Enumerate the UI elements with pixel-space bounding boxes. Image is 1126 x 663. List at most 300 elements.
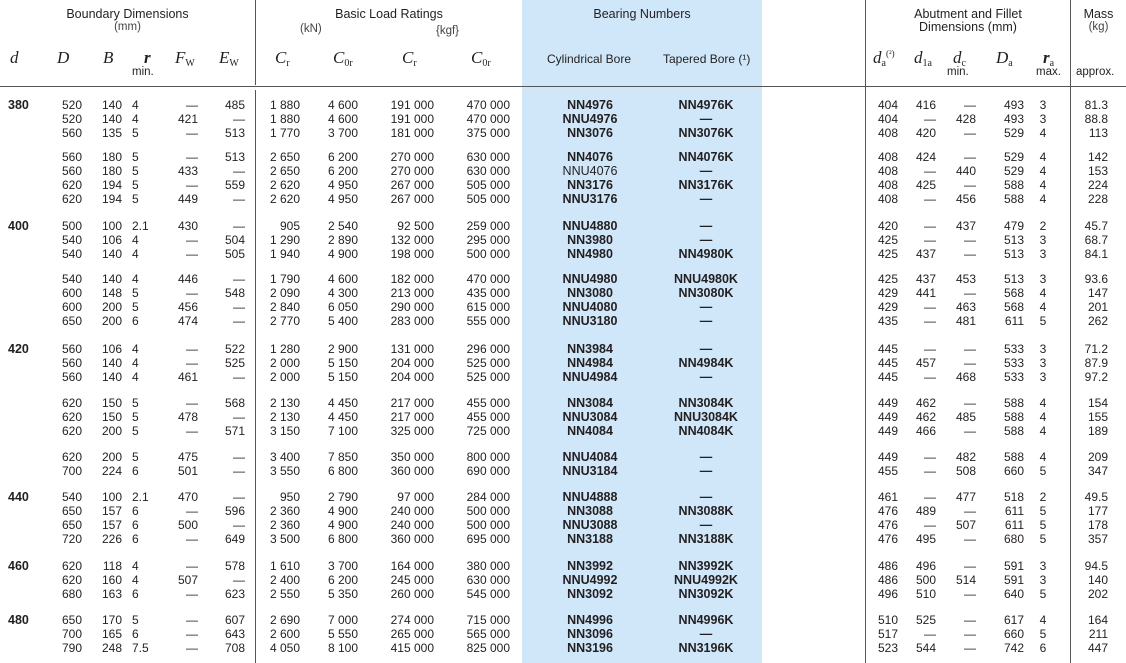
cell-mass: 224 <box>1087 178 1108 192</box>
cell-dc: 468 <box>955 370 976 384</box>
mass-title: Mass <box>1083 7 1114 21</box>
cell-C0rk: 615 000 <box>466 300 510 314</box>
cell-d <box>8 233 34 247</box>
cell-ra: 4 <box>1039 164 1047 178</box>
cell-Crk: 240 000 <box>390 504 434 518</box>
cell-D: 560 <box>61 370 82 384</box>
col-D-block-6 <box>52 396 82 438</box>
col-D-block-4 <box>52 272 82 328</box>
cell-d: 400 <box>8 219 29 233</box>
cell-d1a: 420 <box>915 126 936 140</box>
cell-d <box>8 641 34 655</box>
col-r-block-2 <box>132 150 156 206</box>
cell-tap: — <box>699 342 713 356</box>
cell-D: 540 <box>61 272 82 286</box>
col-Cr-block-4 <box>262 272 300 328</box>
cell-C0r: 7 850 <box>327 450 358 464</box>
cell-Da: 588 <box>1003 396 1024 410</box>
cell-B: 140 <box>101 247 122 261</box>
cell-C0rk: 630 000 <box>466 573 510 587</box>
cell-tap: NNU4980K <box>674 272 738 286</box>
cell-Ew: 504 <box>224 233 245 247</box>
cell-d1a: — <box>924 233 936 247</box>
cell-D: 620 <box>61 178 82 192</box>
col-D-block-2 <box>52 150 82 206</box>
col-D: D <box>57 48 70 67</box>
cell-da: 435 <box>877 314 898 328</box>
col-dc-block-1 <box>948 98 976 140</box>
cell-d: 440 <box>8 490 29 504</box>
cell-Crk: 92 500 <box>397 219 434 233</box>
cell-d <box>8 272 34 286</box>
col-ra-block-4 <box>1036 272 1050 328</box>
col-B-block-7 <box>96 450 122 478</box>
col-D-block-1 <box>52 98 82 140</box>
cell-da: 445 <box>877 370 898 384</box>
cell-tap: — <box>699 219 713 233</box>
cell-C0r: 3 700 <box>327 126 358 140</box>
cell-Crk: 217 000 <box>390 396 434 410</box>
cell-Ew: — <box>233 192 245 206</box>
cell-r: 5 <box>132 424 139 438</box>
cell-Ew: — <box>233 314 245 328</box>
cell-B: 248 <box>101 641 122 655</box>
cell-D: 560 <box>61 150 82 164</box>
col-Cr-block-5 <box>262 342 300 384</box>
cell-Fw: 478 <box>177 410 198 424</box>
cell-ra: 4 <box>1039 396 1047 410</box>
cell-tap: NN3188K <box>678 532 734 546</box>
cell-r: 5 <box>132 126 139 140</box>
col-Crk-block-9 <box>382 559 434 601</box>
col-Crk-block-5 <box>382 342 434 384</box>
cell-ra: 3 <box>1039 98 1047 112</box>
cell-ra: 3 <box>1039 342 1047 356</box>
col-Fw-block-1 <box>168 98 198 140</box>
cell-Cr: 905 <box>279 219 300 233</box>
cell-ra: 4 <box>1039 450 1047 464</box>
col-da: $d_a^{(^2)}$ <box>873 48 895 69</box>
col-mass-block-2 <box>1072 150 1108 206</box>
cell-cyl: NN3084 <box>567 396 613 410</box>
cell-d <box>8 178 34 192</box>
cell-tap: — <box>699 627 713 641</box>
cell-ra: 4 <box>1039 300 1047 314</box>
col-Da-block-5 <box>996 342 1024 384</box>
col-ra-block-7 <box>1036 450 1050 478</box>
cell-B: 160 <box>101 573 122 587</box>
cell-r: 4 <box>132 573 139 587</box>
cell-r: 2.1 <box>132 490 149 504</box>
cell-dc: — <box>964 150 976 164</box>
cell-r: 7.5 <box>132 641 149 655</box>
cell-mass: 71.2 <box>1084 342 1108 356</box>
cell-mass: 68.7 <box>1084 233 1108 247</box>
cell-Da: 479 <box>1003 219 1024 233</box>
cell-d <box>8 164 34 178</box>
cell-C0r: 8 100 <box>327 641 358 655</box>
col-cyl-block-3 <box>540 219 640 261</box>
cell-d1a: — <box>924 464 936 478</box>
cell-D: 540 <box>61 247 82 261</box>
col-Cr-block-6 <box>262 396 300 438</box>
cell-C0r: 4 600 <box>327 272 358 286</box>
col-dc-block-7 <box>948 450 976 478</box>
cell-C0r: 2 900 <box>327 342 358 356</box>
col-r-block-8 <box>132 490 156 546</box>
col-Ew-block-2 <box>215 150 245 206</box>
cell-C0r: 2 890 <box>327 233 358 247</box>
cell-d1a: 424 <box>915 150 936 164</box>
cell-cyl: NN4996 <box>567 613 613 627</box>
cell-da: 449 <box>877 410 898 424</box>
cell-D: 500 <box>61 219 82 233</box>
col-Ew-block-5 <box>215 342 245 384</box>
cell-C0rk: 455 000 <box>466 410 510 424</box>
cell-Crk: 260 000 <box>390 587 434 601</box>
load-header <box>256 8 522 21</box>
cell-da: 425 <box>877 233 898 247</box>
cell-Da: 591 <box>1003 559 1024 573</box>
cell-dc: — <box>964 559 976 573</box>
divider <box>255 90 256 663</box>
col-cyl-block-9 <box>540 559 640 601</box>
cell-da: 496 <box>877 587 898 601</box>
cell-Fw: 470 <box>177 490 198 504</box>
cell-da: 429 <box>877 300 898 314</box>
col-ra-block-8 <box>1036 490 1050 546</box>
col-da-block-3 <box>870 219 898 261</box>
col-tap-block-6 <box>656 396 756 438</box>
col-Da-block-3 <box>996 219 1024 261</box>
cell-Cr: 2 620 <box>269 178 300 192</box>
col-Ew-block-1 <box>215 98 245 140</box>
cell-Fw: 433 <box>177 164 198 178</box>
col-Crk-block-7 <box>382 450 434 478</box>
cell-d <box>8 410 34 424</box>
cell-Fw: — <box>186 641 198 655</box>
cell-C0r: 4 900 <box>327 504 358 518</box>
col-Cr-block-2 <box>262 150 300 206</box>
cell-mass: 202 <box>1087 587 1108 601</box>
cell-Ew: — <box>233 464 245 478</box>
cell-tap: NN4084K <box>678 424 734 438</box>
cell-Crk: 290 000 <box>390 300 434 314</box>
cell-C0rk: 470 000 <box>466 272 510 286</box>
cell-Crk: 415 000 <box>390 641 434 655</box>
cell-Cr: 1 880 <box>269 98 300 112</box>
col-dc-block-4 <box>948 272 976 328</box>
cell-r: 4 <box>132 247 139 261</box>
cell-mass: 262 <box>1087 314 1108 328</box>
col-B-block-8 <box>96 490 122 546</box>
col-d1a-block-10 <box>908 613 936 655</box>
cell-r: 6 <box>132 587 139 601</box>
col-da-block-5 <box>870 342 898 384</box>
col-C0rk-block-10 <box>454 613 510 655</box>
col-Ew-block-6 <box>215 396 245 438</box>
col-cyl-block-1 <box>540 98 640 140</box>
cell-B: 140 <box>101 370 122 384</box>
cell-Fw: — <box>186 613 198 627</box>
cell-mass: 140 <box>1087 573 1108 587</box>
cell-tap: NN3196K <box>678 641 734 655</box>
cell-Cr: 1 290 <box>269 233 300 247</box>
cell-D: 540 <box>61 490 82 504</box>
cell-tap: — <box>699 370 713 384</box>
cell-Crk: 182 000 <box>390 272 434 286</box>
col-Fw-block-2 <box>168 150 198 206</box>
cell-da: 517 <box>877 627 898 641</box>
cell-tap: NN4996K <box>678 613 734 627</box>
cell-C0r: 4 900 <box>327 518 358 532</box>
col-B-block-5 <box>96 342 122 384</box>
col-C0r-kgf: $C_{0r}$ <box>471 48 491 69</box>
col-r-block-10 <box>132 613 156 655</box>
cell-r: 5 <box>132 150 139 164</box>
cell-d <box>8 112 34 126</box>
cell-Fw: — <box>186 504 198 518</box>
cell-D: 680 <box>61 587 82 601</box>
cell-Crk: 181 000 <box>390 126 434 140</box>
cell-C0r: 6 200 <box>327 573 358 587</box>
cell-d1a: — <box>924 342 936 356</box>
cell-d: 420 <box>8 342 29 356</box>
cell-cyl: NNU4076 <box>562 164 618 178</box>
col-da-block-4 <box>870 272 898 328</box>
cell-Ew: — <box>233 490 245 504</box>
cell-cyl: NNU3176 <box>562 192 618 206</box>
cell-d: 460 <box>8 559 29 573</box>
cell-cyl: NN4976 <box>567 98 613 112</box>
cell-d1a: — <box>924 164 936 178</box>
cell-Crk: 191 000 <box>390 112 434 126</box>
cell-C0rk: 455 000 <box>466 396 510 410</box>
cell-Cr: 2 130 <box>269 396 300 410</box>
col-cyl-block-4 <box>540 272 640 328</box>
cell-B: 135 <box>101 126 122 140</box>
cell-Fw: 430 <box>177 219 198 233</box>
cell-mass: 189 <box>1087 424 1108 438</box>
cell-D: 620 <box>61 559 82 573</box>
cell-C0r: 5 150 <box>327 356 358 370</box>
cell-d <box>8 150 34 164</box>
cell-d <box>8 587 34 601</box>
cell-C0rk: 800 000 <box>466 450 510 464</box>
cell-Fw: — <box>186 396 198 410</box>
cell-Ew: 513 <box>224 126 245 140</box>
cell-tap: — <box>699 314 713 328</box>
col-Ew-block-9 <box>215 559 245 601</box>
cell-mass: 142 <box>1087 150 1108 164</box>
cell-C0rk: 725 000 <box>466 424 510 438</box>
col-Cr-block-10 <box>262 613 300 655</box>
cell-Fw: — <box>186 559 198 573</box>
cell-Fw: 449 <box>177 192 198 206</box>
col-C0r: $C_{0r}$ <box>333 48 353 69</box>
cell-d1a: 437 <box>915 247 936 261</box>
cell-r: 5 <box>132 613 139 627</box>
divider <box>1070 0 1071 663</box>
cell-ra: 4 <box>1039 613 1047 627</box>
cell-r: 5 <box>132 178 139 192</box>
cell-D: 720 <box>61 532 82 546</box>
cell-d1a: — <box>924 219 936 233</box>
cell-Fw: — <box>186 126 198 140</box>
cell-cyl: NN3076 <box>567 126 613 140</box>
cell-C0rk: 500 000 <box>466 518 510 532</box>
cell-ra: 3 <box>1039 370 1047 384</box>
cell-mass: 113 <box>1088 126 1108 140</box>
col-D-block-8 <box>52 490 82 546</box>
cell-Crk: 97 000 <box>397 490 434 504</box>
cell-Da: 518 <box>1003 490 1024 504</box>
cell-mass: 81.3 <box>1084 98 1108 112</box>
boundary-unit: (mm) <box>114 21 141 33</box>
cell-Cr: 4 050 <box>269 641 300 655</box>
cell-Fw: 474 <box>177 314 198 328</box>
cell-C0r: 6 800 <box>327 532 358 546</box>
cell-dc: 428 <box>955 112 976 126</box>
cell-Da: 591 <box>1003 573 1024 587</box>
cell-tap: NN4984K <box>678 356 734 370</box>
col-C0r-block-8 <box>318 490 358 546</box>
cell-Crk: 204 000 <box>390 370 434 384</box>
col-d-block-1 <box>8 98 34 140</box>
cell-ra: 5 <box>1039 314 1047 328</box>
col-Fw-block-9 <box>168 559 198 601</box>
cell-Cr: 2 840 <box>269 300 300 314</box>
cell-d1a: 462 <box>915 396 936 410</box>
cell-D: 600 <box>61 300 82 314</box>
cell-Ew: — <box>233 370 245 384</box>
cell-B: 157 <box>101 504 122 518</box>
cell-D: 790 <box>61 641 82 655</box>
cell-cyl: NN3080 <box>567 286 613 300</box>
cell-Cr: 2 690 <box>269 613 300 627</box>
cell-Da: 660 <box>1003 627 1024 641</box>
col-d1a-block-2 <box>908 150 936 206</box>
cell-D: 600 <box>61 286 82 300</box>
cell-Ew: 571 <box>224 424 245 438</box>
col-ra-block-3 <box>1036 219 1050 261</box>
cell-D: 650 <box>61 518 82 532</box>
col-mass-block-8 <box>1072 490 1108 546</box>
cell-ra: 3 <box>1039 559 1047 573</box>
col-d-block-2 <box>8 150 34 206</box>
cell-tap: NN3092K <box>678 587 734 601</box>
col-d1a-block-1 <box>908 98 936 140</box>
cell-Fw: — <box>186 233 198 247</box>
col-C0r-block-1 <box>318 98 358 140</box>
cyl-bore-header: Cylindrical Bore <box>547 52 632 66</box>
col-Fw-block-4 <box>168 272 198 328</box>
cell-Da: 588 <box>1003 450 1024 464</box>
cell-d1a: — <box>924 300 936 314</box>
cell-C0r: 5 550 <box>327 627 358 641</box>
cell-Ew: 708 <box>224 641 245 655</box>
col-Crk-block-3 <box>382 219 434 261</box>
col-Da-block-4 <box>996 272 1024 328</box>
col-Crk-block-8 <box>382 490 434 546</box>
cell-d <box>8 396 34 410</box>
cell-Ew: 522 <box>224 342 245 356</box>
cell-Fw: 475 <box>177 450 198 464</box>
cell-B: 170 <box>101 613 122 627</box>
cell-d <box>8 286 34 300</box>
cell-Crk: 240 000 <box>390 518 434 532</box>
col-mass-block-3 <box>1072 219 1108 261</box>
cell-cyl: NN4076 <box>567 150 613 164</box>
col-dc-block-10 <box>948 613 976 655</box>
col-B-block-3 <box>96 219 122 261</box>
cell-cyl: NNU3180 <box>562 314 618 328</box>
cell-da: 523 <box>877 641 898 655</box>
cell-Fw: 421 <box>177 112 198 126</box>
approx-label: approx. <box>1076 66 1115 78</box>
cell-dc: — <box>964 424 976 438</box>
col-C0r-block-9 <box>318 559 358 601</box>
cell-r: 5 <box>132 286 139 300</box>
cell-C0r: 4 600 <box>327 98 358 112</box>
cell-d1a: 462 <box>915 410 936 424</box>
cell-C0r: 4 450 <box>327 410 358 424</box>
cell-da: 476 <box>877 504 898 518</box>
cell-d1a: 437 <box>915 272 936 286</box>
cell-C0rk: 470 000 <box>466 112 510 126</box>
cell-Da: 533 <box>1003 342 1024 356</box>
cell-B: 106 <box>101 233 122 247</box>
cell-da: 408 <box>877 126 898 140</box>
col-d1a-block-7 <box>908 450 936 478</box>
cell-C0rk: 630 000 <box>466 164 510 178</box>
cell-ra: 5 <box>1039 627 1047 641</box>
col-mass-block-7 <box>1072 450 1108 478</box>
cell-Da: 588 <box>1003 178 1024 192</box>
cell-tap: NN3084K <box>678 396 734 410</box>
cell-d1a: 496 <box>915 559 936 573</box>
cell-C0rk: 505 000 <box>466 192 510 206</box>
cell-C0r: 4 900 <box>327 247 358 261</box>
cell-B: 150 <box>101 410 122 424</box>
col-B-block-4 <box>96 272 122 328</box>
col-Cr-kgf: $C_r$ <box>402 48 417 69</box>
cell-C0r: 4 600 <box>327 112 358 126</box>
cell-ra: 5 <box>1039 518 1047 532</box>
cell-C0r: 5 400 <box>327 314 358 328</box>
col-mass-block-4 <box>1072 272 1108 328</box>
cell-C0rk: 500 000 <box>466 504 510 518</box>
cell-D: 560 <box>61 164 82 178</box>
cell-Fw: 507 <box>177 573 198 587</box>
cell-tap: NN3076K <box>678 126 734 140</box>
col-Fw-block-8 <box>168 490 198 546</box>
cell-ra: 5 <box>1039 587 1047 601</box>
cell-mass: 178 <box>1087 518 1108 532</box>
cell-Crk: 245 000 <box>390 573 434 587</box>
col-d-block-5 <box>8 342 34 384</box>
cell-cyl: NN4084 <box>567 424 613 438</box>
cell-Crk: 267 000 <box>390 178 434 192</box>
cell-C0rk: 525 000 <box>466 356 510 370</box>
cell-Da: 513 <box>1003 247 1024 261</box>
cell-B: 100 <box>101 219 122 233</box>
cell-C0r: 7 000 <box>327 613 358 627</box>
cell-r: 5 <box>132 192 139 206</box>
col-d1a-block-3 <box>908 219 936 261</box>
cell-tap: NN3176K <box>678 178 734 192</box>
cell-C0rk: 500 000 <box>466 247 510 261</box>
